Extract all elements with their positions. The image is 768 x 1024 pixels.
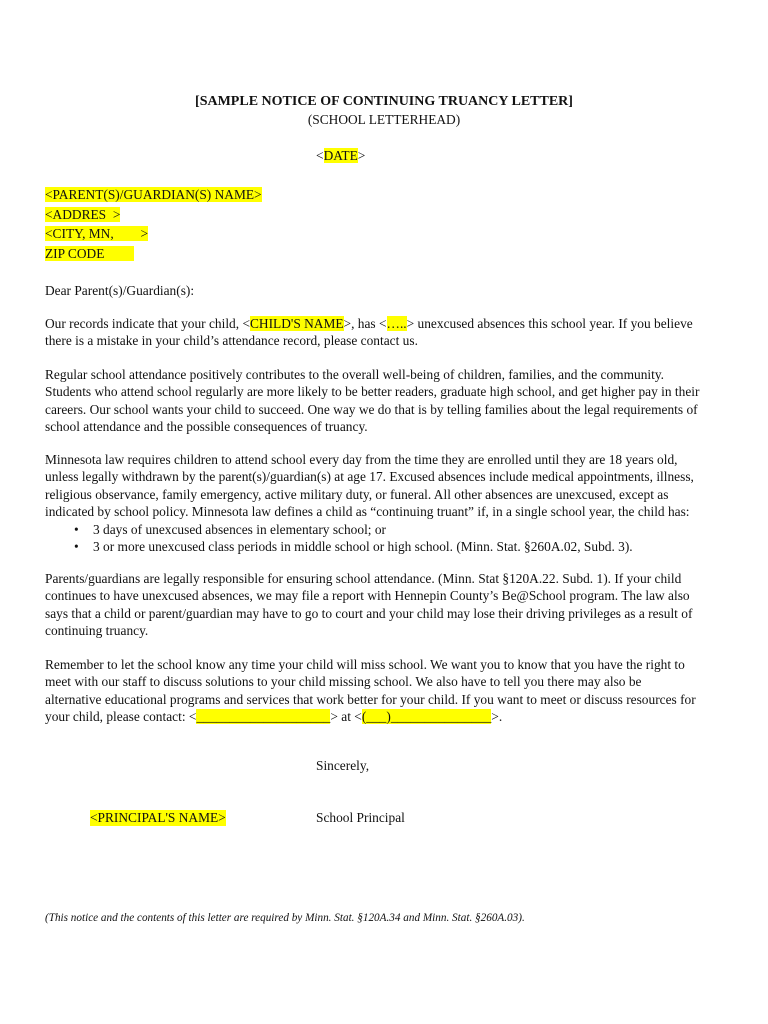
child-name-placeholder: CHILD'S NAME xyxy=(250,316,344,331)
contact-phone-placeholder: (___)_______________ xyxy=(361,709,492,725)
date-close: > xyxy=(357,148,366,163)
para2-line: school attendance and the possible consequences of truancy. xyxy=(45,419,368,435)
list-item-text: 3 days of unexcused absences in elementary school; or xyxy=(93,521,387,537)
letter-title: [SAMPLE NOTICE OF CONTINUING TRUANCY LETTER] xyxy=(195,94,573,109)
para1-text-b: >, has < xyxy=(343,316,387,331)
date-open: < xyxy=(316,148,324,163)
para2-line: Regular school attendance positively contributes to the overall well-being of children, families, and the community. xyxy=(45,367,665,382)
list-item-text: 3 or more unexcused class periods in middle school or high school. (Minn. Stat. §260A.02, Subd. 3). xyxy=(93,539,633,555)
para1-text-a: Our records indicate that your child, < xyxy=(45,316,250,331)
closing-sincerely: Sincerely, xyxy=(316,758,370,773)
contact-name-placeholder: ____________________ xyxy=(196,709,331,725)
bullet-icon: • xyxy=(74,521,79,537)
para3-line: religious observance, family emergency, active military duty, or funeral. All other absences are unexcused, except as xyxy=(45,486,669,502)
legal-footnote: (This notice and the contents of this letter are required by Minn. Stat. §120A.34 and Minn. Stat. §260A.03). xyxy=(45,912,525,924)
para2-line: careers. Our school wants your child to succeed. One way we do that is by telling families about the legal requirements of xyxy=(45,401,698,417)
para2-line: Students who attend school regularly are more likely to be better readers, graduate high school, and get higher pay in their xyxy=(45,384,700,400)
para5-text-c: >. xyxy=(491,709,503,725)
para3-line: Minnesota law requires children to attend school every day from the time they are enrolled until they are 18 years old, xyxy=(45,452,678,467)
address-street: <ADDRES > xyxy=(45,206,121,222)
para4-line: says that a child or parent/guardian may have to go to court and your child may lose their driving privileges as a result of xyxy=(45,605,693,621)
bullet-icon: • xyxy=(74,539,79,555)
date-field xyxy=(316,148,365,164)
principal-title: School Principal xyxy=(316,810,405,825)
letter-subtitle: (SCHOOL LETTERHEAD) xyxy=(307,112,461,127)
absence-count-placeholder: ….. xyxy=(386,316,407,331)
principal-name-placeholder: <PRINCIPAL'S NAME> xyxy=(90,810,226,825)
para5-line: meet with our staff to discuss solutions to your child missing school. We also have to tell you there may also be xyxy=(45,674,642,690)
paragraph-contact xyxy=(45,656,725,726)
address-name: <PARENT(S)/GUARDIAN(S) NAME> xyxy=(45,187,262,202)
list-item xyxy=(45,521,725,538)
date-placeholder: DATE xyxy=(323,148,358,163)
para5-text-b: > at < xyxy=(330,709,362,725)
para4-line: continues to have unexcused absences, we may file a report with Hennepin County’s Be@School program. The law also xyxy=(45,588,690,604)
paragraph-attendance xyxy=(45,366,725,436)
para5-line: Remember to let the school know any time your child will miss school. We want you to know that you have the right to xyxy=(45,657,685,672)
para4-line: continuing truancy. xyxy=(45,623,149,639)
truancy-criteria-list xyxy=(45,521,725,556)
para1-line2: there is a mistake in your child’s attendance record, please contact us. xyxy=(45,333,418,349)
address-city: <CITY, MN, > xyxy=(45,226,149,241)
list-item xyxy=(45,538,725,555)
paragraph-law xyxy=(45,451,725,555)
paragraph-responsibility xyxy=(45,570,725,640)
paragraph-records xyxy=(45,315,725,350)
recipient-address xyxy=(45,185,262,263)
para5-line: alternative educational programs and services that work better for your child. If you want to meet or discuss resources for xyxy=(45,691,696,707)
salutation: Dear Parent(s)/Guardian(s): xyxy=(45,283,195,298)
para3-line: unless legally withdrawn by the parent(s)/guardian(s) at age 17. Excused absences include medical appointments, illness, xyxy=(45,469,694,485)
para3-line: indicated by school policy. Minnesota law defines a child as “continuing truant” if, in a single school year, the child has: xyxy=(45,504,690,520)
para4-line: Parents/guardians are legally responsible for ensuring school attendance. (Minn. Stat §120A.22. Subd. 1). If your child xyxy=(45,571,682,586)
address-zip: ZIP CODE xyxy=(45,246,134,261)
para5-text-a: your child, please contact: < xyxy=(45,709,197,725)
para1-text-c: > unexcused absences this school year. If you believe xyxy=(406,316,693,331)
